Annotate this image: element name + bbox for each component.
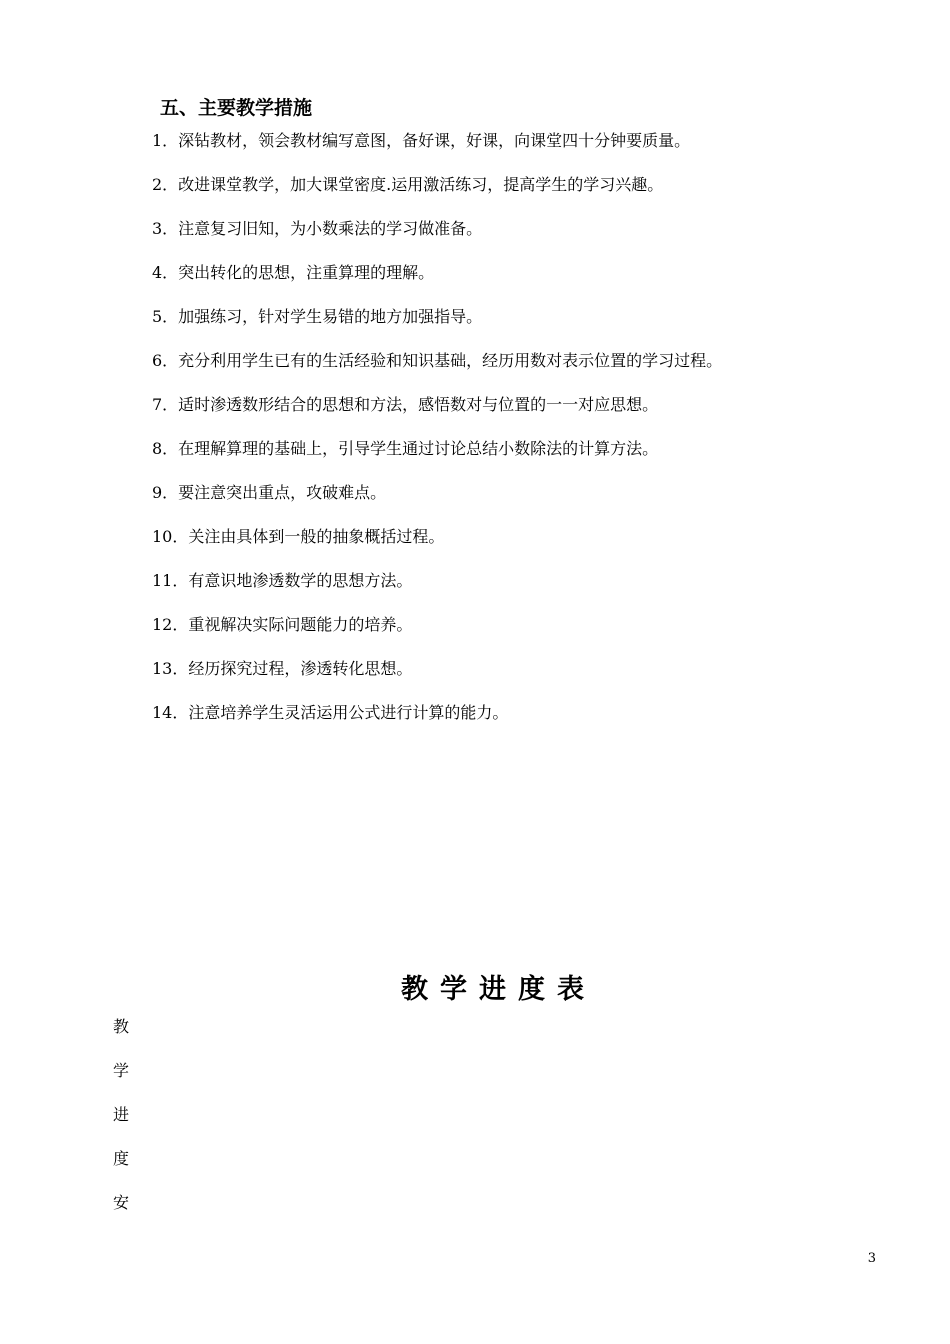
vertical-label-char: 学 (113, 1061, 130, 1080)
measure-item: 13．经历探究过程，渗透转化思想。 (152, 659, 413, 678)
measure-item: 8．在理解算理的基础上，引导学生通过讨论总结小数除法的计算方法。 (152, 439, 659, 458)
measure-item: 9．要注意突出重点，攻破难点。 (152, 483, 387, 502)
vertical-label-char: 安 (113, 1193, 130, 1212)
measure-item: 11．有意识地渗透数学的思想方法。 (152, 571, 413, 590)
measure-item: 5．加强练习，针对学生易错的地方加强指导。 (152, 307, 483, 326)
measure-item: 6．充分利用学生已有的生活经验和知识基础，经历用数对表示位置的学习过程。 (152, 351, 723, 370)
measure-item: 4．突出转化的思想，注重算理的理解。 (152, 263, 435, 282)
schedule-vertical-label (113, 1013, 129, 1233)
measure-item: 14．注意培养学生灵活运用公式进行计算的能力。 (152, 703, 509, 722)
section-heading: 五、主要教学措施 (160, 97, 313, 119)
page-number: 3 (867, 1251, 876, 1266)
measure-item: 12．重视解决实际问题能力的培养。 (152, 615, 413, 634)
measure-item: 10．关注由具体到一般的抽象概括过程。 (152, 527, 445, 546)
vertical-label-char: 度 (113, 1149, 130, 1168)
vertical-label-char: 进 (113, 1105, 130, 1124)
measure-item: 1．深钻教材，领会教材编写意图，备好课，好课，向课堂四十分钟要质量。 (152, 131, 691, 150)
measure-item: 7．适时渗透数形结合的思想和方法，感悟数对与位置的一一对应思想。 (152, 395, 659, 414)
vertical-label-char: 教 (113, 1017, 130, 1036)
measure-item: 2．改进课堂教学，加大课堂密度.运用激活练习，提高学生的学习兴趣。 (152, 175, 664, 194)
schedule-title: 教学进度表 (401, 974, 596, 1005)
measure-item: 3．注意复习旧知，为小数乘法的学习做准备。 (152, 219, 483, 238)
measures-list (152, 127, 722, 743)
